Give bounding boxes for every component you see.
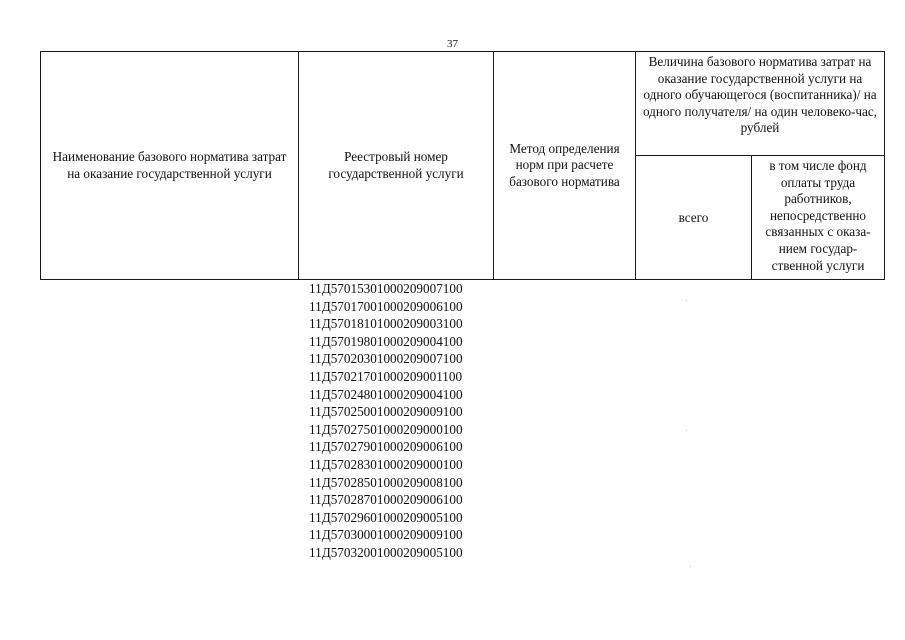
header-cell-norm-name: Наименование базового норматива затрат на оказание государственной услуги bbox=[41, 52, 299, 280]
registry-code-item: 11Д57027901000209006100 bbox=[309, 439, 463, 455]
registry-code-item: 11Д57015301000209007100 bbox=[309, 281, 463, 296]
registry-code-list bbox=[309, 280, 463, 562]
registry-code-item: 11Д57017001000209006100 bbox=[309, 298, 463, 314]
header-cell-total: всего bbox=[636, 156, 752, 280]
registry-code-item: 11Д57029601000209005100 bbox=[309, 509, 463, 525]
registry-code-item: 11Д57025001000209009100 bbox=[309, 404, 463, 420]
registry-code-item: 11Д57024801000209004100 bbox=[309, 386, 463, 402]
registry-code-item: 11Д57028501000209008100 bbox=[309, 474, 463, 490]
header-cell-method: Метод определения норм при расчете базового норматива bbox=[494, 52, 636, 280]
registry-code-item: 11Д57027501000209000100 bbox=[309, 421, 463, 437]
page-number: 37 bbox=[447, 38, 458, 50]
registry-code-item: 11Д57020301000209007100 bbox=[309, 351, 463, 367]
header-cell-registry-number: Реестровый номер государственной услуги bbox=[299, 52, 494, 280]
registry-code-item: 11Д57028701000209006100 bbox=[309, 492, 463, 508]
header-cell-wage-fund: в том числе фонд оплаты труда работников, непосредственно связанных с оказа-нием государ-ственной услуги bbox=[752, 156, 885, 280]
registry-code-item: 11Д57032001000209005100 bbox=[309, 544, 463, 560]
header-cell-norm-value: Величина базового норматива затрат на оказание государственной услуги на одного обучающегося (воспитанника)/ на одного получателя/ на один человеко-час, рублей bbox=[636, 52, 885, 156]
norms-table-header bbox=[40, 51, 885, 280]
registry-code-item: 11Д57018101000209003100 bbox=[309, 316, 463, 332]
registry-code-item: 11Д57019801000209004100 bbox=[309, 333, 463, 349]
registry-code-item: 11Д57021701000209001100 bbox=[309, 368, 463, 384]
registry-code-item: 11Д57030001000209009100 bbox=[309, 527, 463, 543]
registry-code-item: 11Д57028301000209000100 bbox=[309, 456, 463, 472]
